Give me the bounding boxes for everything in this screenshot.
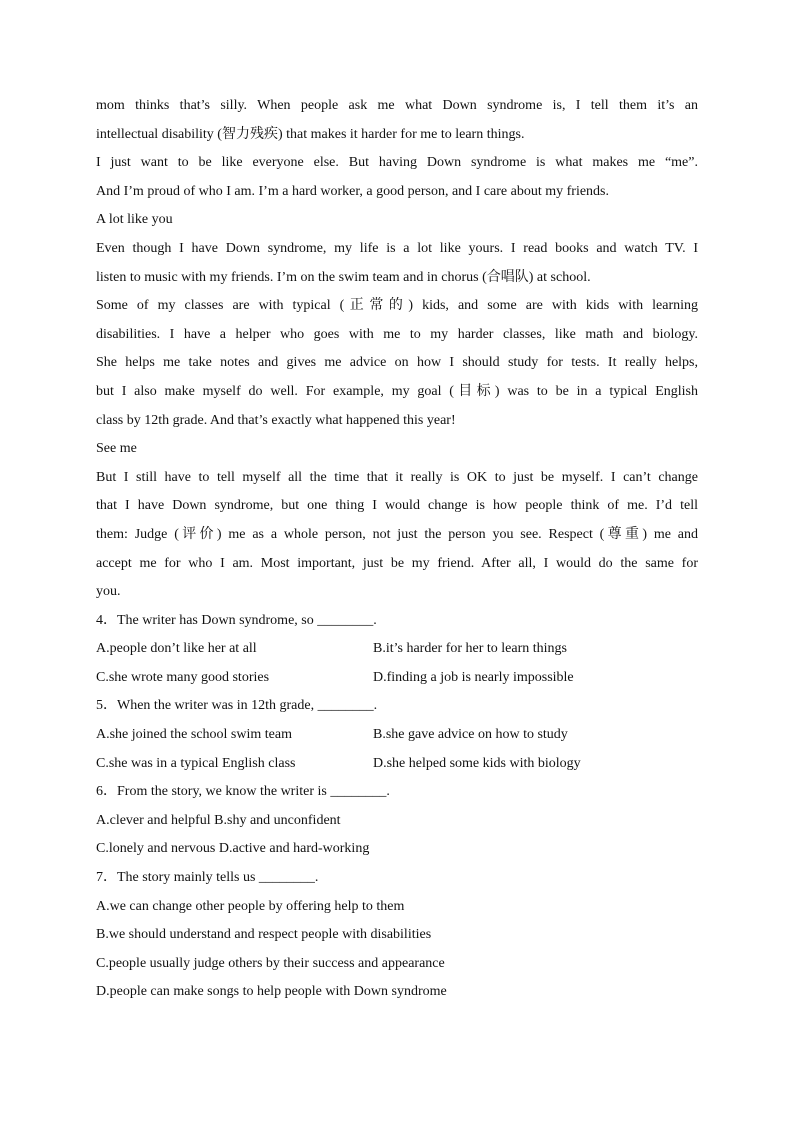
passage-line: class by 12th grade. And that’s exactly what happened this year!: [96, 412, 456, 428]
option-a: A.we can change other people by offering help to them: [96, 898, 405, 914]
option-c: C.people usually judge others by their success and appearance: [96, 955, 445, 971]
passage-line: Some of my classes are with typical (正常的) kids, and some are with kids with learning: [96, 298, 698, 314]
question-stem: 4．The writer has Down syndrome, so ________.: [96, 612, 377, 628]
passage-line: you.: [96, 584, 121, 600]
passage-line: disabilities. I have a helper who goes with me to my harder classes, like math and biology.: [96, 326, 698, 342]
options-row: [96, 635, 698, 664]
question-stem: 5．When the writer was in 12th grade, ________.: [96, 698, 378, 714]
section-heading: A lot like you: [96, 212, 173, 228]
question-stem: 6．From the story, we know the writer is ________.: [96, 784, 390, 800]
option-c: C.she wrote many good stories: [96, 669, 270, 685]
passage-line: but I also make myself do well. For example, my goal (目标) was to be in a typical English: [96, 383, 698, 399]
question-stem: 7．The story mainly tells us ________.: [96, 870, 319, 886]
options-row: [96, 750, 698, 779]
option-a: A.she joined the school swim team: [96, 727, 292, 743]
question-6: [96, 778, 698, 864]
passage-line: mom thinks that’s silly. When people ask me what Down syndrome is, I tell them it’s an: [96, 98, 698, 113]
option-d: D.finding a job is nearly impossible: [373, 669, 574, 685]
option-d: D.she helped some kids with biology: [373, 755, 581, 771]
worksheet-page: [96, 92, 698, 1007]
passage-line: them: Judge (评价) me as a whole person, not just the person you see. Respect (尊重) me and: [96, 526, 698, 542]
options-row: A.clever and helpful B.shy and unconfident: [96, 812, 341, 828]
passage-line: And I’m proud of who I am. I’m a hard worker, a good person, and I care about my friends.: [96, 183, 610, 199]
passage-line: Even though I have Down syndrome, my life is a lot like yours. I read books and watch TV. I: [96, 240, 698, 256]
passage-line: intellectual disability (智力残疾) that makes it harder for me to learn things.: [96, 126, 525, 142]
option-b: B.we should understand and respect people with disabilities: [96, 927, 432, 943]
question-5: [96, 692, 698, 778]
passage-line: that I have Down syndrome, but one thing I would change is how people think of me. I’d tell: [96, 498, 698, 514]
reading-passage: [96, 92, 698, 607]
question-7: [96, 864, 698, 1007]
passage-line: But I still have to tell myself all the time that it really is OK to just be myself. I can’t change: [96, 469, 698, 485]
option-a: A.people don’t like her at all: [96, 641, 257, 657]
options-row: C.lonely and nervous D.active and hard-working: [96, 841, 370, 857]
question-4: [96, 607, 698, 693]
option-d: D.people can make songs to help people with Down syndrome: [96, 984, 447, 1000]
passage-line: I just want to be like everyone else. But having Down syndrome is what makes me “me”.: [96, 155, 698, 171]
passage-line: listen to music with my friends. I’m on the swim team and in chorus (合唱队) at school.: [96, 269, 591, 285]
passage-line: She helps me take notes and gives me advice on how I should study for tests. It really helps,: [96, 355, 698, 371]
section-heading: See me: [96, 441, 137, 457]
option-b: B.she gave advice on how to study: [373, 727, 568, 743]
options-row: [96, 664, 698, 693]
option-c: C.she was in a typical English class: [96, 755, 296, 771]
options-row: [96, 721, 698, 750]
option-b: B.it’s harder for her to learn things: [373, 641, 568, 657]
passage-line: accept me for who I am. Most important, just be my friend. After all, I would do the same for: [96, 555, 698, 571]
